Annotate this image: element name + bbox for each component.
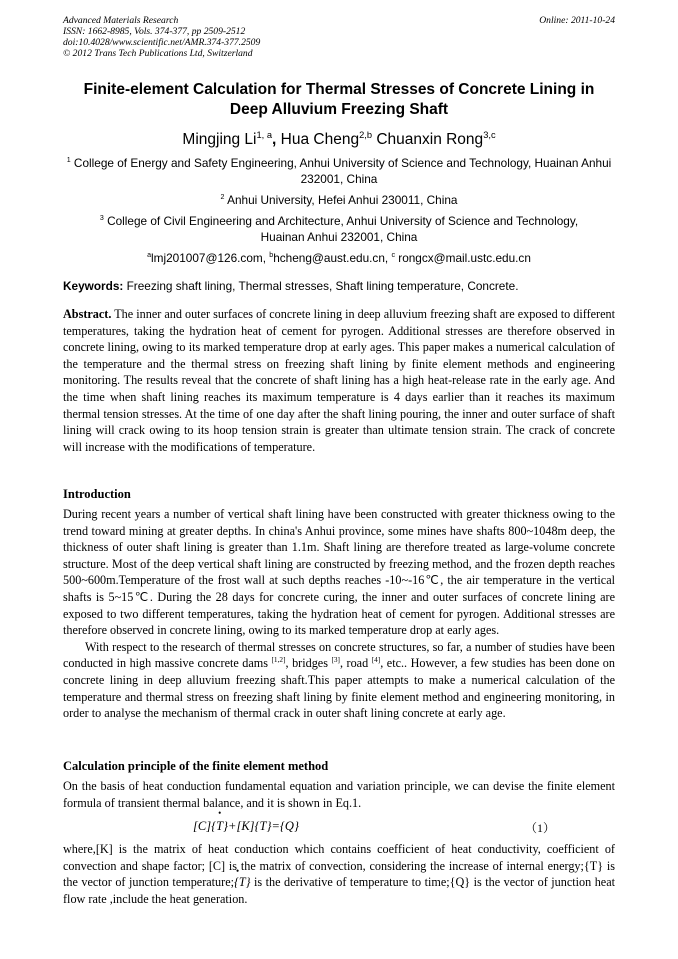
- affiliation-1-number: 1: [66, 156, 71, 165]
- paper-title: [63, 80, 615, 120]
- author-3-affil: 3,c: [483, 129, 496, 140]
- t-dot-symbol: • {T}: [234, 874, 251, 891]
- email-c-marker: c: [391, 251, 395, 260]
- abstract: [63, 306, 615, 455]
- intro-paragraph-1: During recent years a number of vertical shaft lining have been constructed with greater thickness owing to the trend toward mining at greater depths. In china's Anhui province, some mines have shafts 800~1048m deep, the thickness of outer shaft lining is greater than 1.1m. Shaft lining are therefore treated as large-volume concrete structure. Most of the deep vertical shaft lining are constructed by freezing method, and the frozen depth reaches 500~600m.Temperature of the frost wall at such depths reaches -10~-16℃, the air temperature in the vertical shafts is 5~15℃. During the 28 days for concrete curing, the inner and outer surfaces of concrete lining are exposed to two different temperatures, taking the hydration heat of cement for pyrogen. Additional stresses are therefore observed in concrete lining, owing to its marked temperature drop at early ages.: [63, 507, 615, 638]
- author-list: [63, 130, 615, 150]
- email-b: hcheng@aust.edu.cn,: [273, 251, 392, 265]
- author-1-affil: 1, a: [256, 129, 273, 140]
- journal-name: Advanced Materials Research: [63, 15, 179, 26]
- author-separator: ,: [272, 131, 281, 148]
- author-1: Mingjing Li: [182, 131, 257, 148]
- citation-1-2: [1,2]: [271, 655, 286, 665]
- calc-heading: Calculation principle of the finite element method: [63, 759, 329, 773]
- email-b-marker: b: [269, 251, 274, 260]
- calc-paragraph-1: On the basis of heat conduction fundamental equation and variation principle, we can devise the finite element formula of transient thermal balance, and it is shown in Eq.1.: [63, 779, 615, 810]
- affiliation-3: [63, 213, 615, 245]
- copyright-line: © 2012 Trans Tech Publications Ltd, Switzerland: [63, 48, 253, 59]
- calc-p2-text-b: is the derivative of temperature to time;{Q} is the vector of junction heat flow rate ,include the heat generation.: [63, 875, 616, 906]
- affiliation-1: [63, 155, 615, 187]
- calc-p2-text-a: where,[K] is the matrix of heat conduction which contains coefficient of heat conductivity, coefficient of convection and shape factor; [C] is the matrix of convection, considering the increase of internal energy;{T} is the vector of junction temperature;: [63, 842, 615, 890]
- author-2-affil: 2,b: [359, 129, 373, 140]
- equation-part-a: [C]{: [193, 819, 217, 833]
- keywords-text: Freezing shaft lining, Thermal stresses, Shaft lining temperature, Concrete.: [123, 279, 519, 293]
- email-a-marker: a: [147, 251, 152, 260]
- author-2: Hua Cheng: [280, 131, 360, 148]
- email-list: [63, 250, 615, 266]
- intro-paragraph-2: [63, 639, 615, 722]
- affiliation-2-number: 2: [220, 193, 225, 202]
- affiliation-3-number: 3: [99, 214, 104, 223]
- abstract-text: The inner and outer surfaces of concrete lining in deep alluvium freezing shaft are exposed to different temperatures, taking the hydration heat of cement for pyrogen. Additional stresses are therefore observed in concrete lining, owing to its marked temperature drop at early ages. This paper makes a numerical calculation of the temperature and the thermal stress on freezing shaft lining by finite element methods and engineering monitoring. The results reveal that the concrete of shaft lining has a high heat-release rate in the early age. And the time when shaft lining reaches its maximum temperature is 4 days earlier than it reaches its maximum thermal tension stresses. At the time of one day after the shaft lining pouring, the inner and outer surface of shaft lining will crack owing to its hoop tension strain is greater than ultimate tension strain. The crack of concrete will increase with the modifications of temperature.: [63, 307, 615, 454]
- keywords-label: Keywords:: [63, 279, 124, 293]
- affiliation-3-text: College of Civil Engineering and Architecture, Anhui University of Science and Technology, Huainan Anhui 232001, China: [103, 214, 579, 244]
- intro-section: [63, 506, 615, 722]
- doi-line: doi:10.4028/www.scientific.net/AMR.374-377.2509: [63, 37, 261, 48]
- title-line-2: Deep Alluvium Freezing Shaft: [229, 101, 449, 118]
- intro-p2-text-c: , road: [339, 656, 372, 671]
- email-a: lmj201007@126.com,: [151, 251, 270, 265]
- title-line-1: Finite-element Calculation for Thermal Stresses of Concrete Lining in: [83, 81, 595, 98]
- email-c: rongcx@mail.ustc.edu.cn: [394, 251, 531, 265]
- calc-paragraph-2: [63, 841, 615, 907]
- author-3: Chuanxin Rong: [372, 131, 484, 148]
- issn-line: ISSN: 1662-8985, Vols. 374-377, pp 2509-2512: [63, 26, 246, 37]
- affiliation-2-text: Anhui University, Hefei Anhui 230011, China: [224, 193, 458, 207]
- citation-3: [3]: [331, 655, 340, 665]
- abstract-label: Abstract.: [63, 307, 112, 321]
- equation-t-dot: • T: [216, 819, 223, 834]
- intro-heading: Introduction: [63, 487, 131, 501]
- intro-p2-text-b: , bridges: [285, 656, 332, 671]
- online-date: Online: 2011-10-24: [539, 15, 615, 26]
- intro-p2-text-d: , etc.. However, a few studies has been done on concrete lining in deep alluvium freezing shaft.This paper attempts to make a numerical calculation of the temperature and thermal stress on freezing shaft lining by finite element method and engineering monitoring, in order to analyse the mechanism of thermal crack in outer shaft lining concrete at early age.: [63, 656, 615, 721]
- equation-part-b: }+[K]{T}={Q}: [223, 819, 299, 833]
- running-header: [63, 15, 615, 59]
- citation-4: [4]: [371, 655, 381, 665]
- equation-1: [193, 819, 299, 834]
- affiliation-1-text: College of Energy and Safety Engineering, Anhui University of Science and Technology, Huainan Anhui 232001, China: [70, 156, 612, 186]
- intro-p2-text-a: With respect to the research of thermal stresses on concrete structures, so far, a number of studies have been conducted in high massive concrete dams: [63, 639, 615, 671]
- affiliation-2: [63, 192, 615, 208]
- keywords: [63, 278, 615, 294]
- equation-number: （1）: [525, 821, 556, 835]
